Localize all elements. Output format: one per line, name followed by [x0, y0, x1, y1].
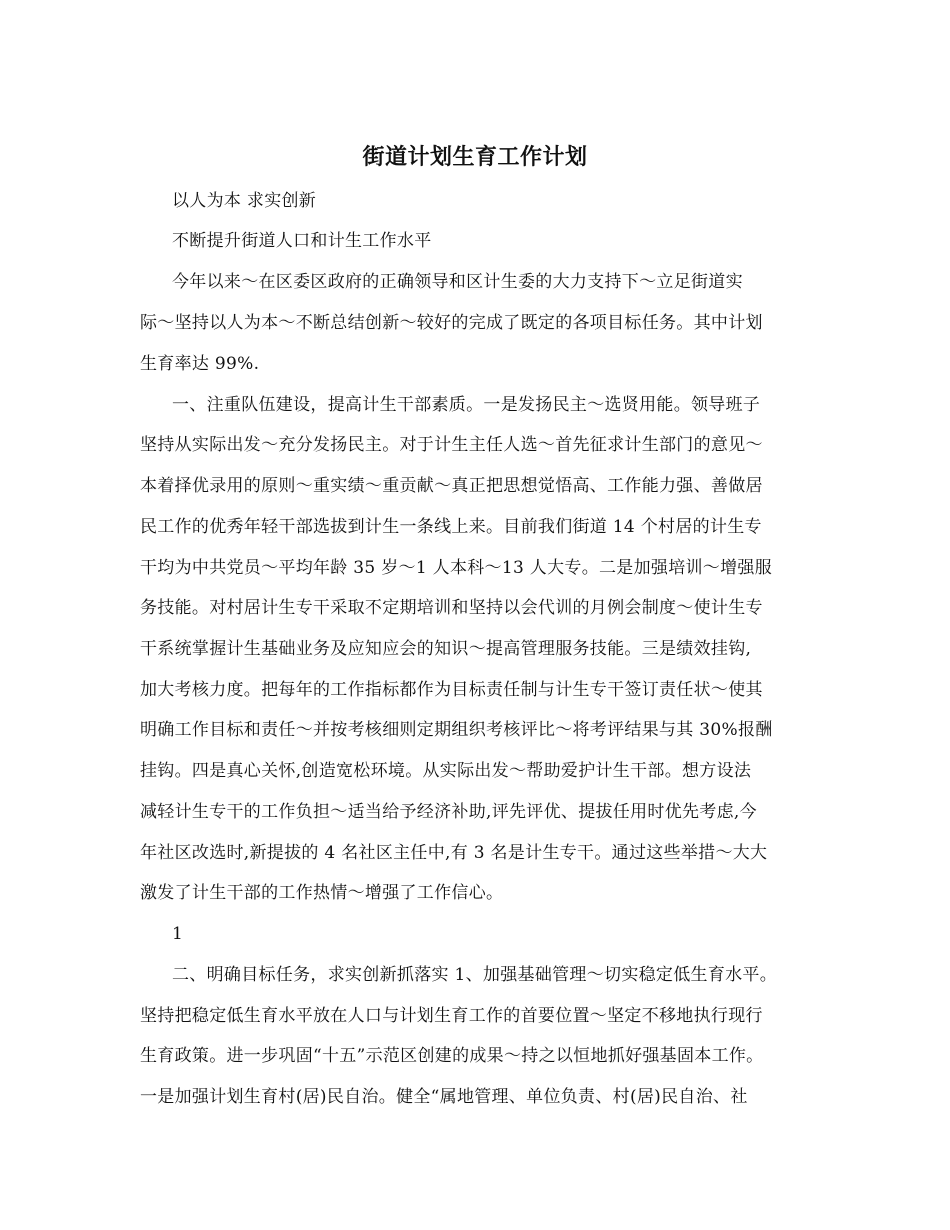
- text-line: 生育政策。进一步巩固“十五”示范区创建的成果～持之以恒地抓好强基固本工作。: [140, 1046, 764, 1066]
- subtitle-line-2: 不断提升街道人口和计生工作水平: [172, 231, 432, 251]
- text-line: 本着择优录用的原则～重实绩～重贡献～真正把思想觉悟高、工作能力强、善做居: [140, 476, 763, 496]
- text-line: 干均为中共党员～平均年龄 35 岁～1 人本科～13 人大专。二是加强培训～增强服: [140, 558, 772, 578]
- text-line: 务技能。对村居计生专干采取不定期培训和坚持以会代训的月例会制度～使计生专: [140, 598, 763, 618]
- text-line: 干系统掌握计生基础业务及应知应会的知识～提高管理服务技能。三是绩效挂钩,: [140, 639, 752, 659]
- text-line: 生育率达 99%.: [140, 354, 260, 374]
- text-line: 年社区改选时,新提拔的 4 名社区主任中,有 3 名是计生专干。通过这些举措～大大: [140, 843, 768, 863]
- page-number: 1: [172, 924, 184, 944]
- text-line: 坚持从实际出发～充分发扬民主。对于计生主任人选～首先征求计生部门的意见～: [140, 435, 763, 455]
- text-line: 一、注重队伍建设，提高计生干部素质。一是发扬民主～选贤用能。领导班子: [172, 395, 761, 415]
- text-line: 坚持把稳定低生育水平放在人口与计划生育工作的首要位置～坚定不移地执行现行: [140, 1006, 763, 1026]
- text-line: 一是加强计划生育村(居)民自治。健全“属地管理、单位负责、村(居)民自治、社: [140, 1087, 748, 1107]
- text-line: 际～坚持以人为本～不断总结创新～较好的完成了既定的各项目标任务。其中计划: [140, 313, 763, 333]
- text-line: 民工作的优秀年轻干部选拔到计生一条线上来。目前我们街道 14 个村居的计生专: [140, 517, 762, 537]
- text-line: 挂钩。四是真心关怀,创造宽松环境。从实际出发～帮助爱护计生干部。想方设法: [140, 761, 752, 781]
- text-line: 明确工作目标和责任～并按考核细则定期组织考核评比～将考评结果与其 30%报酬: [140, 720, 773, 740]
- text-line: 加大考核力度。把每年的工作指标都作为目标责任制与计生专干签订责任状～使其: [140, 680, 763, 700]
- text-line: 激发了计生干部的工作热情～增强了工作信心。: [140, 883, 504, 903]
- subtitle-line-1: 以人为本 求实创新: [172, 191, 317, 211]
- document-title: 街道计划生育工作计划: [362, 144, 588, 170]
- text-line: 二、明确目标任务，求实创新抓落实 1、加强基础管理～切实稳定低生育水平。: [172, 965, 778, 985]
- text-line: 减轻计生专干的工作负担～适当给予经济补助,评先评优、提拔任用时优先考虑,今: [140, 802, 757, 822]
- text-line: 今年以来～在区委区政府的正确领导和区计生委的大力支持下～立足街道实: [172, 272, 743, 292]
